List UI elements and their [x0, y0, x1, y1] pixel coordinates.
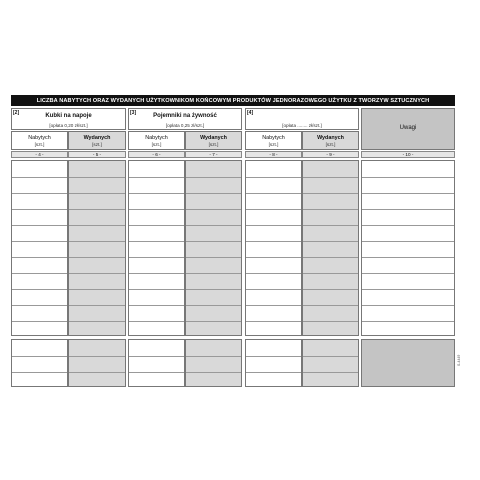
row-line — [129, 305, 184, 306]
row-line — [12, 305, 67, 306]
row-line — [69, 225, 125, 226]
row-line — [129, 289, 184, 290]
row-line — [69, 321, 125, 322]
entry-column[interactable] — [68, 339, 126, 387]
group-fee: [opłata 0,25 zł/szt.] — [165, 123, 205, 128]
row-line — [362, 273, 454, 274]
row-line — [129, 356, 184, 357]
row-line — [303, 372, 358, 373]
entry-column[interactable] — [302, 160, 359, 336]
row-line — [186, 321, 241, 322]
col-number-9: - 9 - — [302, 151, 359, 158]
row-line — [246, 257, 301, 258]
row-line — [303, 257, 358, 258]
col-number-7: - 7 - — [185, 151, 242, 158]
row-line — [303, 209, 358, 210]
entry-column[interactable] — [11, 160, 68, 336]
row-line — [12, 241, 67, 242]
uwagi-column[interactable] — [361, 339, 455, 387]
row-line — [12, 321, 67, 322]
col-header-unit: [szt.] — [34, 142, 45, 147]
row-line — [362, 257, 454, 258]
row-line — [303, 273, 358, 274]
row-line — [186, 209, 241, 210]
col-header-unit: [szt.] — [151, 142, 162, 147]
row-line — [12, 289, 67, 290]
row-line — [303, 193, 358, 194]
row-line — [12, 273, 67, 274]
row-line — [303, 241, 358, 242]
col-header-label: Wydanych — [317, 135, 344, 141]
row-line — [12, 372, 67, 373]
group-header-food-containers — [128, 108, 242, 130]
group-title: Pojemniki na żywność — [153, 113, 217, 119]
row-line — [186, 372, 241, 373]
row-line — [246, 193, 301, 194]
row-line — [129, 193, 184, 194]
group-number: [3] — [130, 110, 137, 116]
row-line — [186, 289, 241, 290]
row-line — [303, 177, 358, 178]
row-line — [362, 177, 454, 178]
row-line — [246, 273, 301, 274]
row-line — [129, 372, 184, 373]
row-line — [246, 289, 301, 290]
group-header-cups — [11, 108, 126, 130]
row-line — [303, 305, 358, 306]
form-code: S-4449 — [457, 354, 461, 366]
col-header-nabytych — [11, 131, 68, 150]
col-header-unit: [szt.] — [208, 142, 219, 147]
row-line — [12, 193, 67, 194]
row-line — [129, 241, 184, 242]
row-line — [186, 193, 241, 194]
row-line — [12, 177, 67, 178]
entry-column[interactable] — [128, 160, 185, 336]
col-header-wydanych — [302, 131, 359, 150]
col-header-nabytych — [128, 131, 185, 150]
row-line — [246, 372, 301, 373]
group-fee: [opłata 0,20 zł/szt.] — [49, 123, 88, 128]
row-line — [129, 225, 184, 226]
row-line — [186, 305, 241, 306]
row-line — [186, 241, 241, 242]
col-header-wydanych — [185, 131, 242, 150]
group-fee: [opłata ........ zł/szt.] — [282, 123, 322, 128]
col-header-unit: [szt.] — [325, 142, 336, 147]
col-number-5: - 5 - — [68, 151, 126, 158]
uwagi-column[interactable] — [361, 160, 455, 336]
row-line — [303, 289, 358, 290]
group-number: [2] — [13, 110, 20, 116]
group-header-other — [245, 108, 359, 130]
col-number-4: - 4 - — [11, 151, 68, 158]
row-line — [362, 289, 454, 290]
entry-column[interactable] — [302, 339, 359, 387]
row-line — [129, 209, 184, 210]
row-line — [129, 177, 184, 178]
entry-column[interactable] — [185, 160, 242, 336]
row-line — [246, 177, 301, 178]
row-line — [246, 225, 301, 226]
row-line — [12, 356, 67, 357]
col-header-unit: [szt.] — [268, 142, 279, 147]
col-header-label: Nabytych — [262, 135, 285, 141]
row-line — [362, 241, 454, 242]
row-line — [362, 193, 454, 194]
col-header-unit: [szt.] — [92, 142, 102, 147]
entry-column[interactable] — [185, 339, 242, 387]
col-number-10: - 10 - — [361, 151, 455, 158]
col-header-wydanych — [68, 131, 126, 150]
row-line — [69, 372, 125, 373]
row-line — [246, 356, 301, 357]
group-title: Kubki na napoje — [45, 113, 92, 119]
row-line — [303, 356, 358, 357]
row-line — [362, 209, 454, 210]
row-line — [69, 289, 125, 290]
col-header-label: Nabytych — [28, 135, 51, 141]
row-line — [69, 305, 125, 306]
row-line — [303, 321, 358, 322]
form-banner-title: LICZBA NABYTYCH ORAZ WYDANYCH UŻYTKOWNIKOM KOŃCOWYM PRODUKTÓW JEDNORAZOWEGO UŻYTKU Z TWORZYW SZTUCZNYCH — [11, 95, 455, 106]
row-line — [362, 321, 454, 322]
col-header-label: Nabytych — [145, 135, 168, 141]
col-header-label: Wydanych — [83, 135, 111, 141]
row-line — [12, 225, 67, 226]
uwagi-header — [361, 108, 455, 150]
row-line — [69, 241, 125, 242]
row-line — [246, 321, 301, 322]
row-line — [186, 273, 241, 274]
row-line — [186, 177, 241, 178]
row-line — [69, 193, 125, 194]
row-line — [69, 209, 125, 210]
row-line — [246, 241, 301, 242]
row-line — [246, 305, 301, 306]
uwagi-label: Uwagi — [399, 125, 417, 131]
row-line — [69, 356, 125, 357]
col-number-6: - 6 - — [128, 151, 185, 158]
row-line — [69, 257, 125, 258]
row-line — [69, 177, 125, 178]
entry-column[interactable] — [68, 160, 126, 336]
row-line — [129, 321, 184, 322]
entry-column[interactable] — [245, 339, 302, 387]
row-line — [129, 257, 184, 258]
row-line — [129, 273, 184, 274]
group-number: [4] — [247, 110, 254, 116]
row-line — [362, 225, 454, 226]
col-header-label: Wydanych — [200, 135, 227, 141]
row-line — [12, 257, 67, 258]
col-number-8: - 8 - — [245, 151, 302, 158]
row-line — [12, 209, 67, 210]
col-header-nabytych — [245, 131, 302, 150]
row-line — [303, 225, 358, 226]
row-line — [246, 209, 301, 210]
row-line — [362, 305, 454, 306]
row-line — [186, 356, 241, 357]
row-line — [69, 273, 125, 274]
entry-column[interactable] — [245, 160, 302, 336]
entry-column[interactable] — [128, 339, 185, 387]
row-line — [186, 225, 241, 226]
entry-column[interactable] — [11, 339, 68, 387]
row-line — [186, 257, 241, 258]
